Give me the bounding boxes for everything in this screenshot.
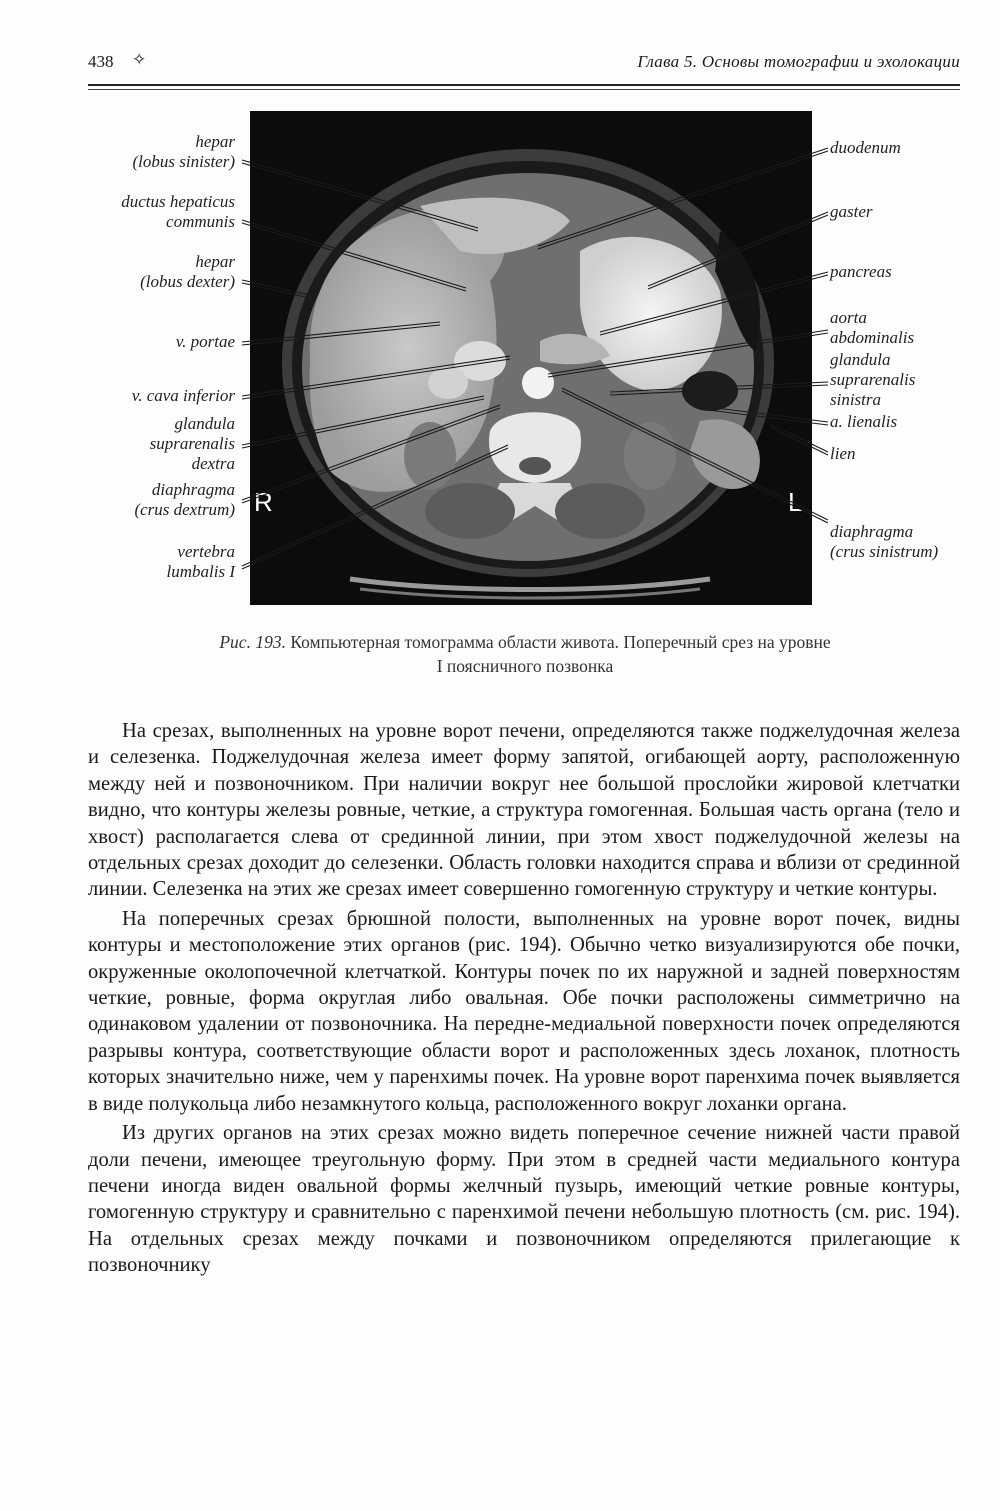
header-rule-thin	[88, 89, 960, 90]
label-glandula-suprarenalis-sinistra: glandula suprarenalis sinistra	[830, 350, 916, 409]
paragraph: На срезах, выполненных на уровне ворот печени, определяются также поджелудочная железа и селезенка. Поджелудочная железа имеет форму запятой, огибающей аорту, расположенную между ней и позвоночником. При наличии вокруг нее большой прослойки жировой клетчатки видно, что контуры железы ровные, четкие, а структура гомогенная. Большая часть органа (тело и хвост) располагается слева от срединной линии, при этом хвост поджелудочной железы на отдельных срезах доходит до селезенки. Область головки находится справа и вблизи от срединной линии. Селезенка на этих же срезах имеет совершенно гомогенную структуру и четкие контуры.	[88, 720, 960, 901]
marker-l: L	[788, 487, 803, 517]
running-header	[88, 50, 960, 80]
page-number: 438	[88, 52, 114, 71]
label-diaphragma-crus-sinistrum: diaphragma (crus sinistrum)	[830, 522, 939, 561]
figure-193	[0, 100, 1000, 620]
label-diaphragma-crus-dextrum: diaphragma (crus dextrum)	[134, 480, 235, 519]
label-hepar-lobus-sinister: hepar (lobus sinister)	[132, 132, 235, 171]
label-gaster: gaster	[830, 202, 873, 221]
label-v-portae: v. portae	[175, 332, 235, 351]
chapter-title: Глава 5. Основы томографии и эхолокации	[637, 52, 960, 71]
label-duodenum: duodenum	[830, 138, 901, 157]
label-aorta-abdominalis: aorta abdominalis	[830, 308, 915, 347]
figure-ref: Рис. 193.	[219, 632, 286, 652]
caption-text-line2: I поясничного позвонка	[436, 656, 614, 676]
paragraph: На поперечных срезах брюшной полости, выполненных на уровне ворот почек, видны контуры и местоположение этих органов (рис. 194). Обычно четко визуализируются обе почки, окруженные околопочечной клетчаткой. Контуры почек по их наружной и задней поверхностям четкие, ровные, форма округлая либо овальная. Обе почки расположены симметрично на одинаковом удалении от позвоночника. На передне-медиальной поверхности почек определяются разрывы контура, соответствующие области ворот и расположенных здесь лоханок, плотность которых значительно ниже, чем у паренхимы почек. На уровне ворот паренхима почек выявляется в виде полукольца либо незамкнутого кольца, расположенного вокруг лоханки органа.	[88, 907, 960, 1115]
label-ductus-hepaticus: ductus hepaticus communis	[121, 192, 235, 231]
label-lien: lien	[830, 444, 856, 463]
label-a-lienalis: a. lienalis	[830, 412, 898, 431]
marker-r: R	[254, 487, 273, 517]
ornament-icon: ✧	[132, 50, 147, 69]
ct-scan-image	[250, 111, 812, 605]
figure-caption	[90, 630, 960, 678]
body-text	[88, 718, 960, 1282]
caption-text: Компьютерная томограмма области живота. Поперечный срез на уровне	[285, 632, 831, 652]
label-glandula-suprarenalis-dextra: glandula suprarenalis dextra	[149, 414, 235, 473]
paragraph: Из других органов на этих срезах можно видеть поперечное сечение нижней части правой доли печени, имеющее треугольную форму. При этом в средней части медиального контура печени иногда виден овальной формы желчный пузырь, имеющий четкие ровные контуры, гомогенную структуру и сравнительно с паренхимой печени небольшую плотность (см. рис. 194). На отдельных срезах между почками и позвоночником определяются прилегающие к позвоночнику	[88, 1122, 960, 1277]
header-rule	[88, 84, 960, 86]
label-hepar-lobus-dexter: hepar (lobus dexter)	[140, 252, 235, 291]
label-v-cava-inferior: v. cava inferior	[131, 386, 235, 405]
label-vertebra-lumbalis: vertebra lumbalis I	[166, 542, 235, 581]
label-pancreas: pancreas	[830, 262, 892, 281]
